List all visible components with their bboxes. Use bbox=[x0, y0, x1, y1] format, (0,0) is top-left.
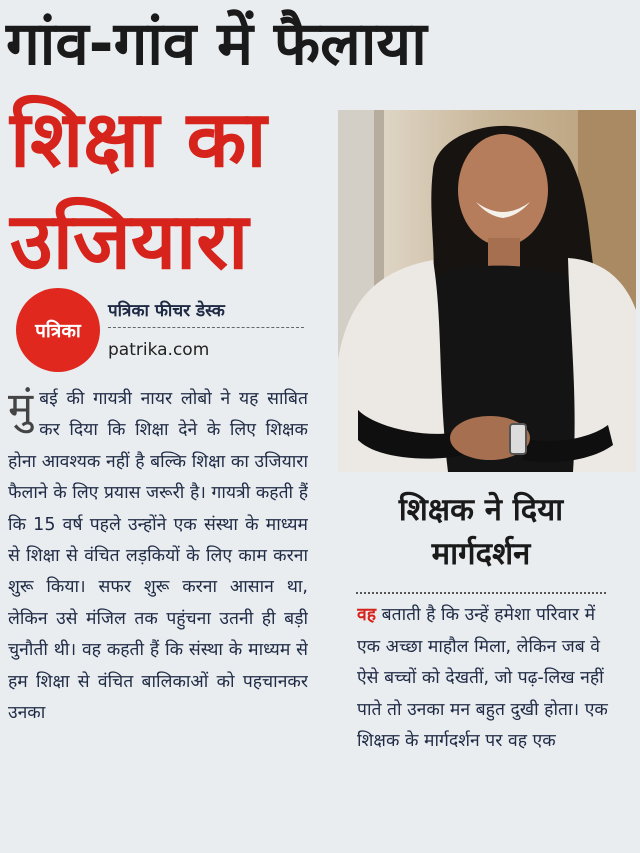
byline: पत्रिका फीचर डेस्क bbox=[108, 298, 304, 328]
body-left-text: बई की गायत्री नायर लोबो ने यह साबित कर दिया कि शिक्षा देने के लिए शिक्षक होना आवश्यक नहीं है बल्कि शिक्षा का उजियारा फैलाने के लिए प्रयास जरूरी है। गायत्री कहती हैं कि 15 वर्ष पहले उन्होंने एक संस्था के माध्यम से शिक्षा से वंचित लड़कियों के लिए काम करना शुरू किया। सफर शुरू करना आसान था, लेकिन उसे मंजिल तक पहुंचना उतनी ही बड़ी चुनौती थी। वह कहती हैं कि संस्था के माध्यम से हम शिक्षा से वंचित बालिकाओं को पहचानकर उनका bbox=[8, 389, 308, 724]
subheadline-line-1: शिक्षा का bbox=[10, 95, 267, 185]
article-body-left bbox=[8, 384, 308, 853]
box-heading bbox=[356, 488, 606, 576]
subheadline-line-2: उजियारा bbox=[10, 197, 249, 287]
box-body-text: बताती है कि उन्हें हमेशा परिवार में एक अच्छा माहौल मिला, लेकिन जब वे ऐसे बच्चों को देखतीं, जो पढ़-लिख नहीं पाते तो उनका मन बहुत दुखी होता। एक शिक्षक के मार्गदर्शन पर वह एक bbox=[357, 605, 608, 751]
website-link[interactable]: patrika.com bbox=[108, 340, 210, 360]
box-lead-word: वह bbox=[357, 605, 377, 625]
portrait-photo bbox=[338, 110, 636, 472]
box-heading-line-1: शिक्षक ने दिया bbox=[398, 492, 564, 528]
headline: गांव-गांव में फैलाया bbox=[6, 9, 427, 79]
article-body-right bbox=[357, 600, 622, 853]
patrika-logo bbox=[16, 288, 100, 372]
dropcap: मुं bbox=[8, 384, 34, 432]
dotted-divider bbox=[356, 592, 606, 594]
logo-text: पत्रिका bbox=[35, 320, 81, 342]
box-heading-line-2: मार्गदर्शन bbox=[431, 536, 531, 572]
